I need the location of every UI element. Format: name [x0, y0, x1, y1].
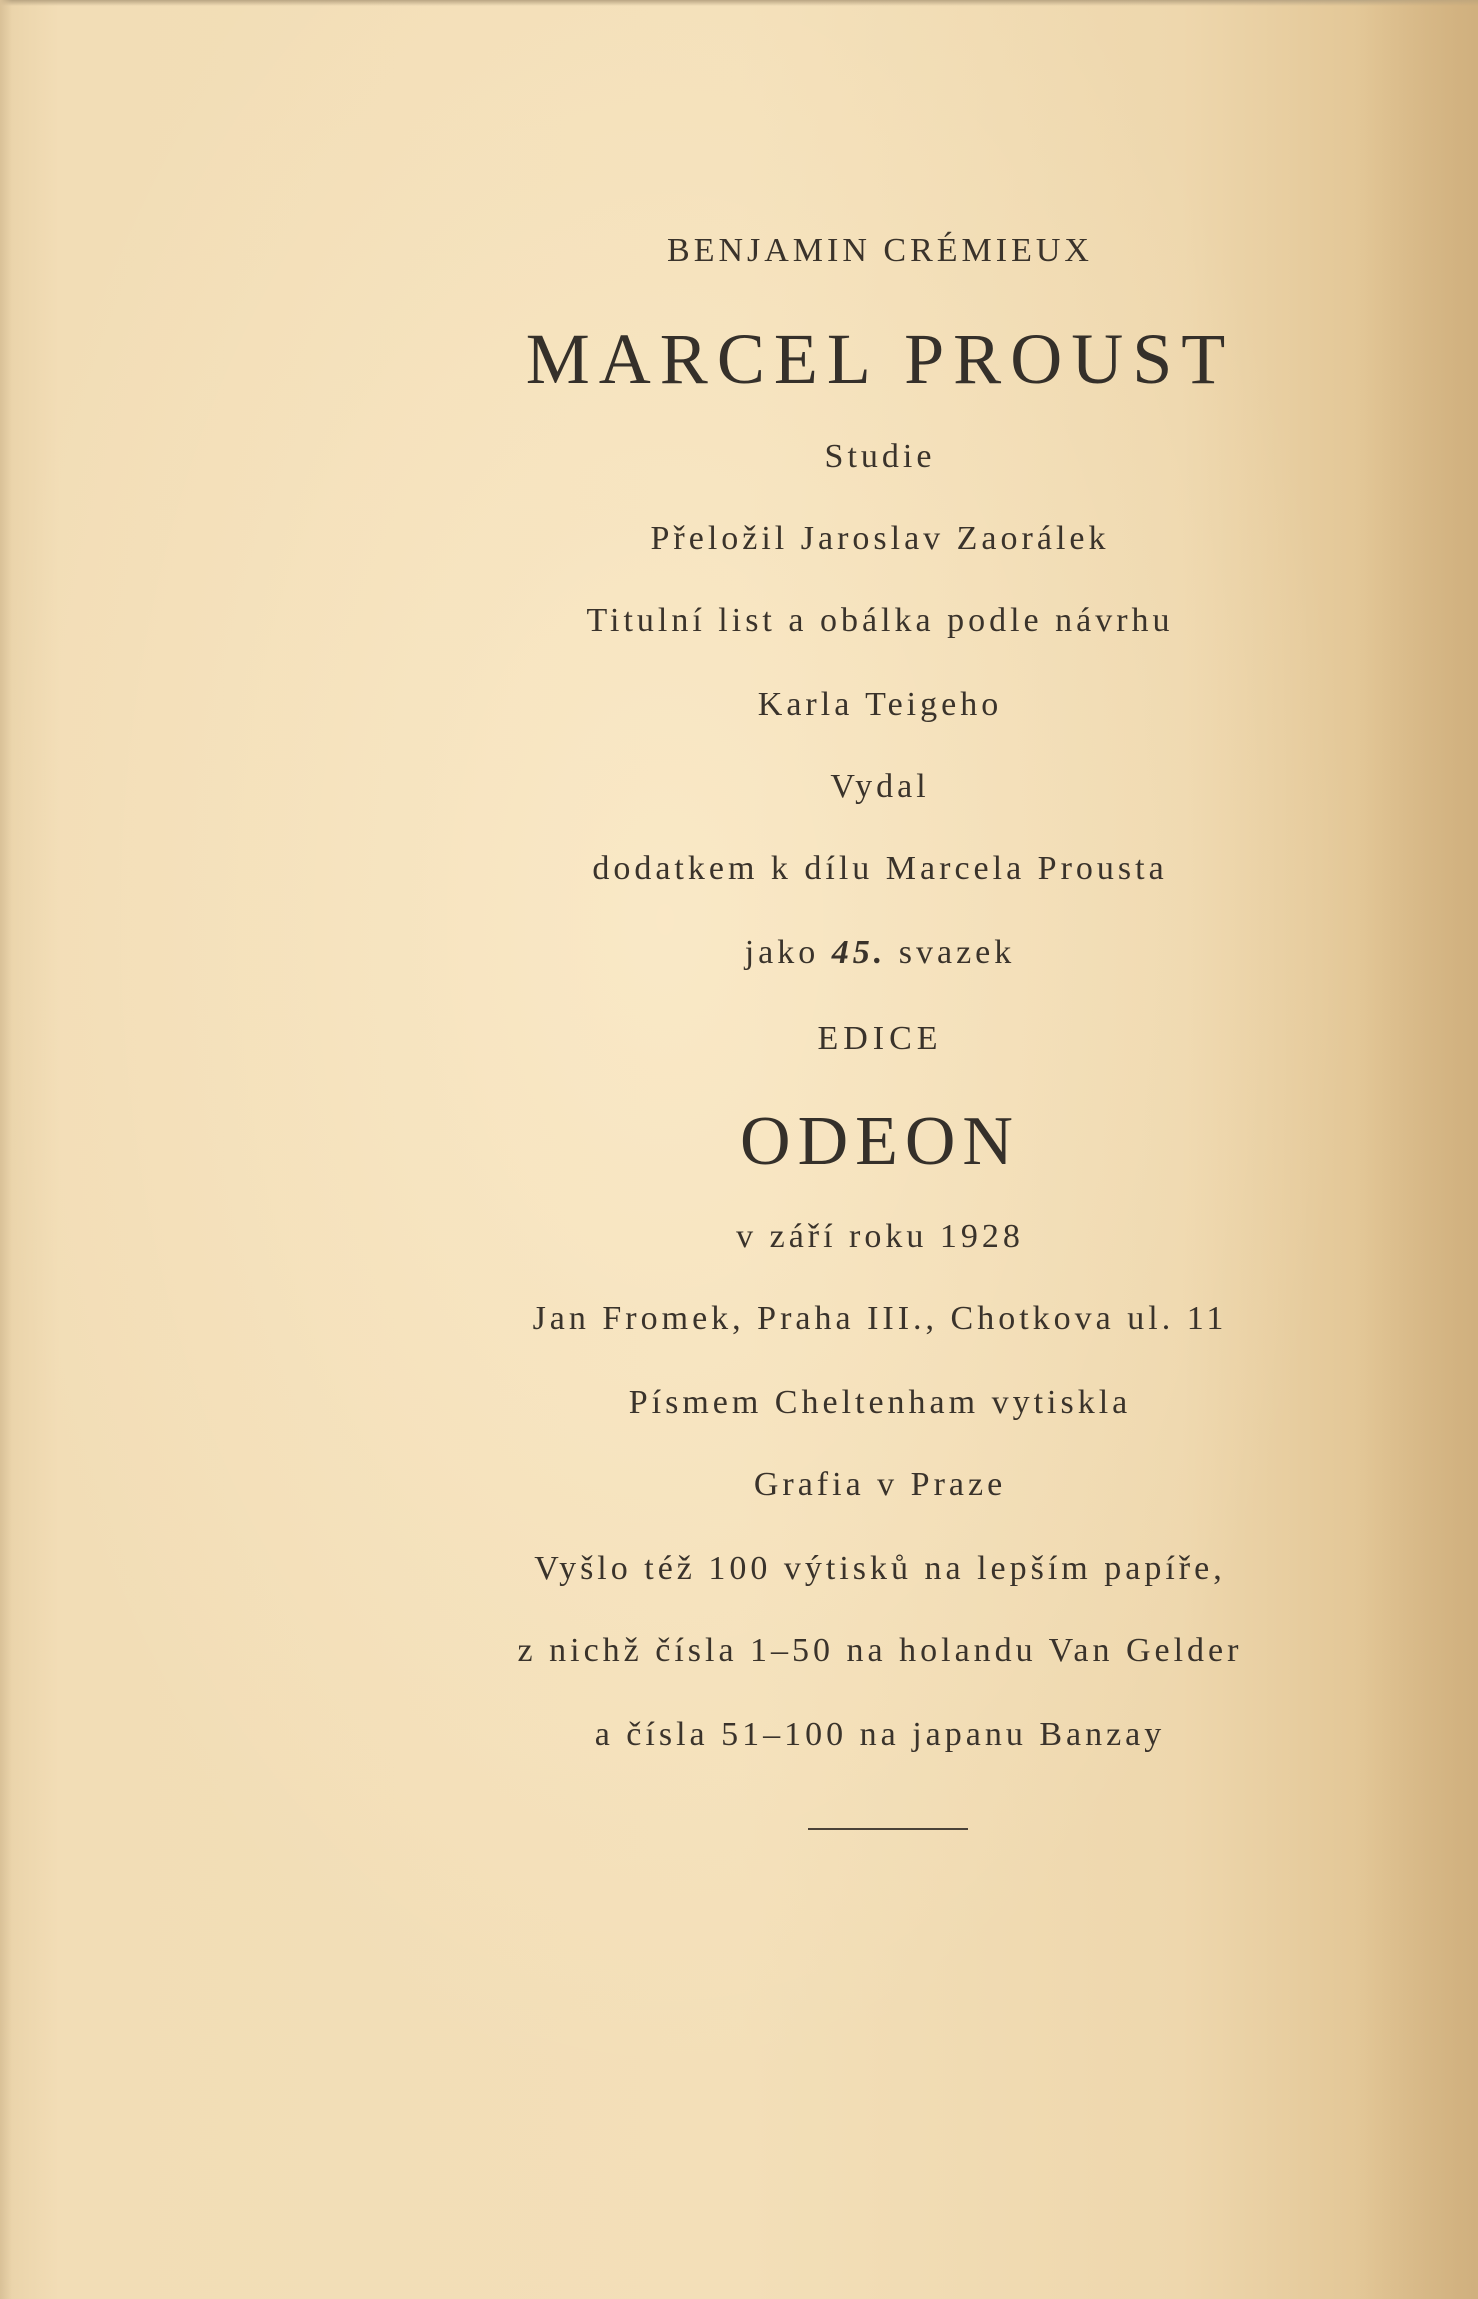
copies-japan-line: a čísla 51–100 na japanu Banzay — [594, 1716, 1166, 1753]
supplement-line: dodatkem k dílu Marcela Prousta — [592, 850, 1168, 887]
design-line: Titulní list a obálka podle návrhu — [586, 602, 1174, 639]
date-line: v září roku 1928 — [736, 1218, 1024, 1255]
typeface-line: Písmem Cheltenham vytiskla — [628, 1384, 1132, 1421]
volume-number: 45. — [831, 934, 887, 971]
edition-label: EDICE — [817, 1020, 943, 1057]
genre-line: Studie — [824, 438, 936, 475]
page-left-edge — [0, 0, 12, 2299]
author-name: BENJAMIN CRÉMIEUX — [667, 232, 1093, 269]
copies-line: Vyšlo též 100 výtisků na lepším papíře, — [534, 1550, 1226, 1587]
publisher-line: Jan Fromek, Praha III., Chotkova ul. 11 — [532, 1300, 1228, 1337]
published-line: Vydal — [830, 768, 930, 805]
printer-line: Grafia v Praze — [753, 1466, 1007, 1503]
designer-line: Karla Teigeho — [757, 686, 1003, 723]
page-gutter-shadow — [1358, 0, 1478, 2299]
translator-line: Přeložil Jaroslav Zaorálek — [650, 520, 1110, 557]
book-title: MARCEL PROUST — [525, 319, 1235, 399]
volume-prefix: jako — [744, 934, 820, 971]
volume-line — [400, 934, 1360, 972]
copies-holland-line: z nichž čísla 1–50 na holandu Van Gelder — [517, 1632, 1243, 1669]
closing-rule — [808, 1828, 968, 1830]
page-top-edge — [0, 0, 1478, 6]
edition-name: ODEON — [740, 1103, 1020, 1180]
volume-suffix: svazek — [898, 934, 1016, 971]
